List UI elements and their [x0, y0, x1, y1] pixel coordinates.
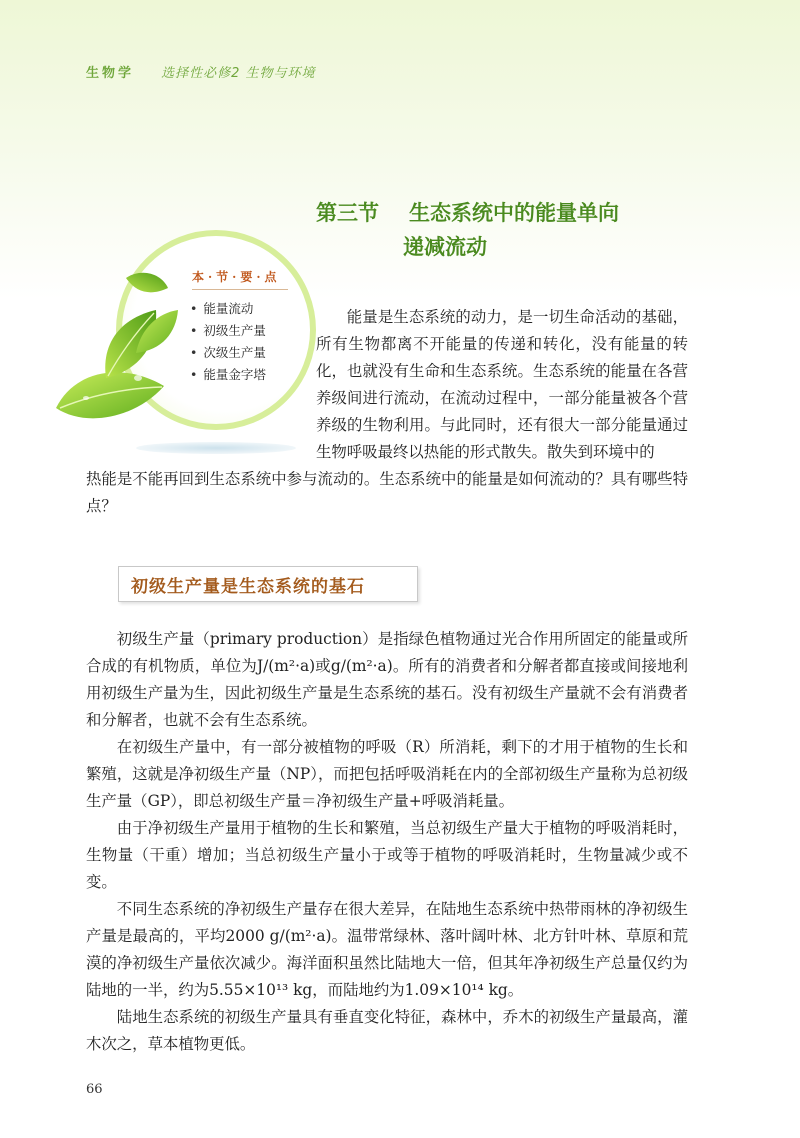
body-paragraph: 陆地生态系统的初级生产量具有垂直变化特征，森林中，乔木的初级生产量最高，灌木次之，草本植物更低。: [86, 1008, 688, 1053]
section-number: 第三节: [316, 201, 379, 225]
section-title: [316, 196, 619, 264]
header-course: 选择性必修2 生物与环境: [161, 66, 316, 81]
key-points-list: [190, 298, 266, 386]
title-line-1: 生态系统中的能量单向: [409, 201, 619, 225]
subsection-heading-box: [118, 566, 418, 602]
leaves-illustration-icon: [46, 258, 186, 448]
key-point-item: • 初级生产量: [190, 320, 266, 342]
body-paragraph: 由于净初级生产量用于植物的生长和繁殖，当总初级生产量大于植物的呼吸消耗时，生物量（干重）增加；当总初级生产量小于或等于植物的呼吸消耗时，生物量减少或不变。: [86, 819, 688, 891]
key-point-item: • 能量金字塔: [190, 364, 266, 386]
key-points-heading: 本·节·要·点: [192, 268, 288, 290]
body-paragraph: 不同生态系统的净初级生产量存在很大差异，在陆地生态系统中热带雨林的净初级生产量是最高的，平均2000 g/(m²·a)。温带常绿林、落叶阔叶林、北方针叶林、草原和荒漠的净初级生产量依次减少。海洋面积虽然比陆地大一倍，但其年净初级生产总量仅约为陆地的一半，约为5.55×10¹³ kg，而陆地约为1.09×10¹⁴ kg。: [86, 900, 688, 999]
subsection-heading: 初级生产量是生态系统的基石: [131, 577, 365, 597]
intro-paragraph: 能量是生态系统的动力，是一切生命活动的基础，所有生物都离不开能量的传递和转化，没有能量的转化，也就没有生命和生态系统。生态系统的能量在各营养级间进行流动，在流动过程中，一部分能量被各个营养级的生物利用。与此同时，还有很大一部分能量通过生物呼吸最终以热能的形式散失。散失到环境中的: [316, 308, 688, 461]
body-paragraph: 初级生产量（primary production）是指绿色植物通过光合作用所固定的能量或所合成的有机物质，单位为J/(m²·a)或g/(m²·a)。所有的消费者和分解者都直接或间接地利用初级生产量为生，因此初级生产量是生态系统的基石。没有初级生产量就不会有消费者和分解者，也就不会有生态系统。: [86, 630, 688, 729]
title-line-2: 递减流动: [403, 235, 487, 259]
key-point-item: • 次级生产量: [190, 342, 266, 364]
intro-paragraph-continued: 热能是不能再回到生态系统中参与流动的。生态系统中的能量是如何流动的？具有哪些特点？: [86, 470, 688, 515]
key-point-item: • 能量流动: [190, 298, 266, 320]
page-number: 66: [86, 1082, 103, 1097]
header-subject: 生物学: [86, 66, 135, 81]
key-points-panel: [46, 228, 296, 468]
running-header: [86, 62, 316, 81]
body-paragraph: 在初级生产量中，有一部分被植物的呼吸（R）所消耗，剩下的才用于植物的生长和繁殖，这就是净初级生产量（NP），而把包括呼吸消耗在内的全部初级生产量称为总初级生产量（GP），即总初级生产量＝净初级生产量+呼吸消耗量。: [86, 738, 688, 810]
